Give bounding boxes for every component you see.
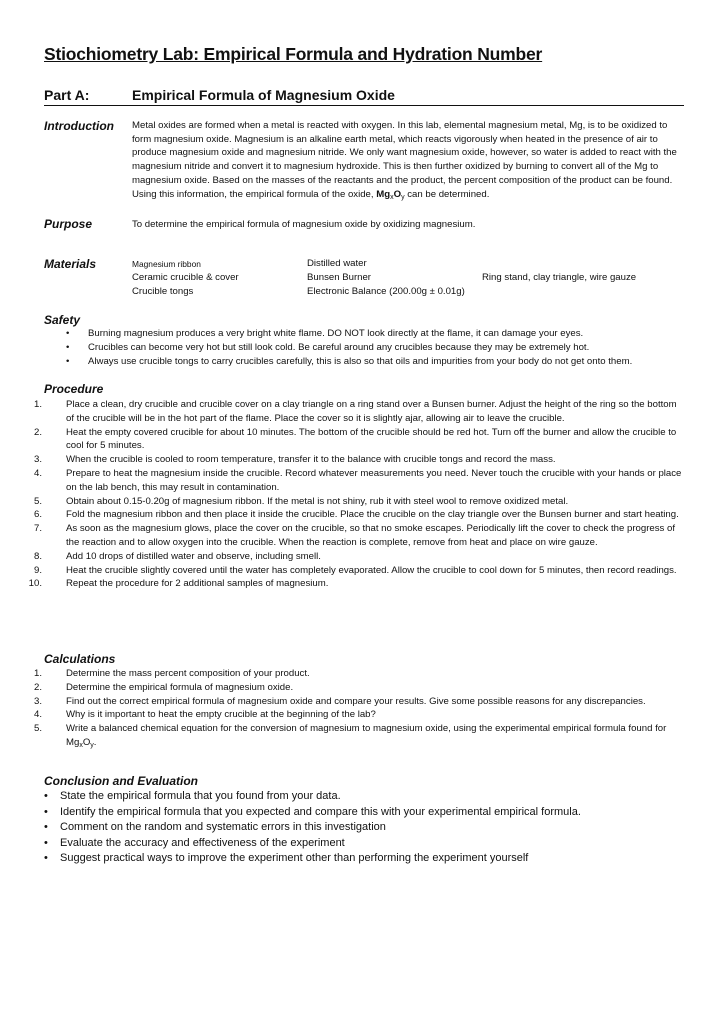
calculation-item	[16, 722, 686, 750]
conclusion-item	[44, 805, 684, 821]
formula-mg: Mg	[376, 188, 391, 200]
materials-label: Materials	[44, 257, 97, 271]
procedure-step	[16, 508, 686, 522]
conclusion-item	[44, 851, 684, 867]
item-text: Why is it important to heat the empty crucible at the beginning of the lab?	[66, 709, 376, 721]
purpose-text: To determine the empirical formula of magnesium oxide by oxidizing magnesium.	[132, 219, 476, 230]
formula-y: y	[90, 741, 94, 749]
purpose-label: Purpose	[44, 217, 93, 231]
step-number: 4.	[33, 467, 42, 479]
procedure-list	[16, 398, 686, 591]
conclusion-item	[44, 836, 684, 852]
procedure-step	[16, 550, 686, 564]
conclusion-item	[44, 820, 684, 836]
procedure-step	[16, 577, 686, 591]
materials-column-3	[482, 271, 636, 285]
safety-item	[66, 355, 686, 369]
introduction-text-end: can be determined.	[404, 188, 490, 200]
safety-label: Safety	[44, 313, 81, 327]
introduction-text-main: Metal oxides are formed when a metal is reacted with oxygen. In this lab, elemental magnesium metal, Mg, is to be oxidized to form magnesium oxide. Magnesium is an alkaline earth metal, which reacts vigorously when heated in the presence of air to produce magnesium oxide and magnesium nitride. We only want magnesium oxide, however, so water is added to react with the magnesium nitride and convert it to magnesium hydroxide. This is then further oxidized by burning to convert all of the Mg to magnesium oxide. Based on the masses of the reactants and the product, the percent composition of the product can be found. Using this information, the empirical formula of the oxide,	[132, 120, 677, 200]
calculation-item	[16, 695, 686, 709]
procedure-step	[16, 467, 686, 495]
bullet-icon: •	[44, 821, 48, 833]
item-number: 4.	[33, 709, 42, 721]
procedure-step	[16, 398, 686, 426]
step-text: Heat the empty covered crucible for about 10 minutes. The bottom of the crucible should be red hot. Turn off the burner and allow the crucible to cool for 5 minutes.	[66, 426, 677, 452]
item-text: Write a balanced chemical equation for the conversion of magnesium to magnesium oxide, using the experimental empirical formula found for	[66, 723, 667, 735]
material-item: Crucible tongs	[132, 286, 194, 298]
step-number: 5.	[33, 495, 42, 507]
step-text: As soon as the magnesium glows, place the cover on the crucible, so that no smoke escapes. Periodically lift the cover to check the progress of the reaction and to allow oxygen into the crucible. When the reaction is complete, remove from heat and place on wire gauze.	[66, 523, 675, 548]
bullet-icon: •	[66, 355, 70, 367]
procedure-step	[16, 522, 686, 550]
conclusion-item	[44, 789, 684, 805]
bullet-icon: •	[44, 836, 48, 849]
formula-o: O	[82, 736, 91, 748]
procedure-step	[16, 564, 686, 578]
part-heading	[44, 87, 684, 106]
conclusion-label: Conclusion and Evaluation	[44, 774, 199, 788]
conclusion-item-text: Evaluate the accuracy and effectiveness of the experiment	[60, 836, 345, 849]
step-number: 7.	[33, 523, 42, 535]
calculations-list	[16, 667, 686, 750]
conclusion-list	[44, 789, 684, 867]
material-item: Ceramic crucible & cover	[132, 272, 239, 284]
material-item: Electronic Balance (200.00g ± 0.01g)	[307, 286, 465, 298]
page-title: Stiochiometry Lab: Empirical Formula and Hydration Number	[44, 44, 543, 64]
material-item: Magnesium ribbon	[132, 259, 201, 269]
material-item: Bunsen Burner	[307, 272, 371, 284]
step-number: 6.	[33, 509, 42, 521]
formula-y: y	[401, 193, 405, 201]
calculation-item	[16, 708, 686, 722]
safety-item-text: Always use crucible tongs to carry crucibles carefully, this is also so that oils and impurities from your body do not get onto them.	[88, 355, 633, 367]
step-text: Obtain about 0.15-0.20g of magnesium ribbon. If the metal is not shiny, rub it with steel wool to remove oxidized metal.	[66, 495, 569, 507]
item-text: Determine the mass percent composition of your product.	[66, 668, 310, 679]
calculations-label: Calculations	[44, 652, 116, 666]
step-number: 2.	[33, 426, 42, 438]
step-number: 9.	[33, 564, 42, 576]
procedure-step	[16, 453, 686, 467]
step-text: Fold the magnesium ribbon and then place it inside the crucible. Place the crucible on the clay triangle over the Bunsen burner and start heating.	[66, 509, 679, 521]
item-number: 3.	[33, 695, 42, 707]
procedure-step	[16, 495, 686, 509]
item-number: 5.	[33, 723, 42, 735]
step-number: 10.	[28, 578, 42, 590]
part-label: Part A:	[44, 87, 90, 103]
material-item: Ring stand, clay triangle, wire gauze	[482, 272, 637, 283]
step-text: Place a clean, dry crucible and crucible cover on a clay triangle on a ring stand over a Bunsen burner. Adjust the height of the ring so the bottom of the crucible will be in the hot part of the flame. Place the cover so it is slightly ajar, allowing air to leave the crucible.	[66, 399, 677, 424]
safety-item-text: Burning magnesium produces a very bright white flame. DO NOT look directly at the flame, it can damage your eyes.	[88, 328, 584, 339]
item-number: 2.	[33, 681, 42, 693]
item-text-end: .	[93, 736, 97, 748]
materials-column-1	[132, 257, 239, 300]
introduction-text	[132, 119, 686, 201]
step-text: Prepare to heat the magnesium inside the crucible. Record whatever measurements you need. Never touch the crucible with your hands or place on the lab bench, this may result in contamination.	[66, 467, 682, 493]
item-text: Find out the correct empirical formula of magnesium oxide and compare your results. Give some possible reasons for any discrepancies.	[66, 695, 646, 707]
part-title: Empirical Formula of Magnesium Oxide	[132, 87, 395, 103]
formula-x: x	[79, 741, 83, 749]
bullet-icon: •	[44, 852, 48, 864]
calculation-item	[16, 681, 686, 695]
step-text: Repeat the procedure for 2 additional samples of magnesium.	[66, 578, 329, 590]
bullet-icon: •	[44, 790, 48, 802]
materials-column-2	[307, 257, 465, 300]
safety-item	[66, 327, 686, 341]
step-number: 1.	[33, 399, 42, 410]
step-number: 3.	[33, 454, 42, 466]
bullet-icon: •	[44, 805, 48, 818]
bullet-icon: •	[66, 341, 70, 353]
procedure-label: Procedure	[44, 382, 104, 396]
item-number: 1.	[33, 668, 42, 679]
formula-o: O	[393, 188, 402, 200]
safety-item	[66, 341, 686, 355]
formula-mg: Mg	[66, 736, 80, 748]
conclusion-item-text: Suggest practical ways to improve the experiment other than performing the experiment yourself	[60, 852, 529, 864]
step-number: 8.	[33, 550, 42, 562]
material-item: Distilled water	[307, 258, 367, 269]
formula-x: x	[390, 193, 394, 201]
introduction-label: Introduction	[44, 119, 114, 133]
step-text: Heat the crucible slightly covered until the water has completely evaporated. Allow the crucible to cool down for 5 minutes, then record readings.	[66, 564, 677, 576]
safety-list	[66, 327, 686, 369]
conclusion-item-text: State the empirical formula that you found from your data.	[60, 790, 341, 802]
conclusion-item-text: Identify the empirical formula that you expected and compare this with your experimental empirical formula.	[60, 805, 581, 818]
step-text: When the crucible is cooled to room temperature, transfer it to the balance with crucible tongs and record the mass.	[66, 454, 556, 466]
step-text: Add 10 drops of distilled water and observe, including smell.	[66, 550, 321, 562]
item-text: Determine the empirical formula of magnesium oxide.	[66, 681, 294, 693]
safety-item-text: Crucibles can become very hot but still look cold. Be careful around any crucibles because they may be extremely hot.	[88, 341, 590, 353]
bullet-icon: •	[66, 328, 70, 339]
conclusion-item-text: Comment on the random and systematic errors in this investigation	[60, 821, 386, 833]
procedure-step	[16, 426, 686, 454]
calculation-item	[16, 667, 686, 681]
